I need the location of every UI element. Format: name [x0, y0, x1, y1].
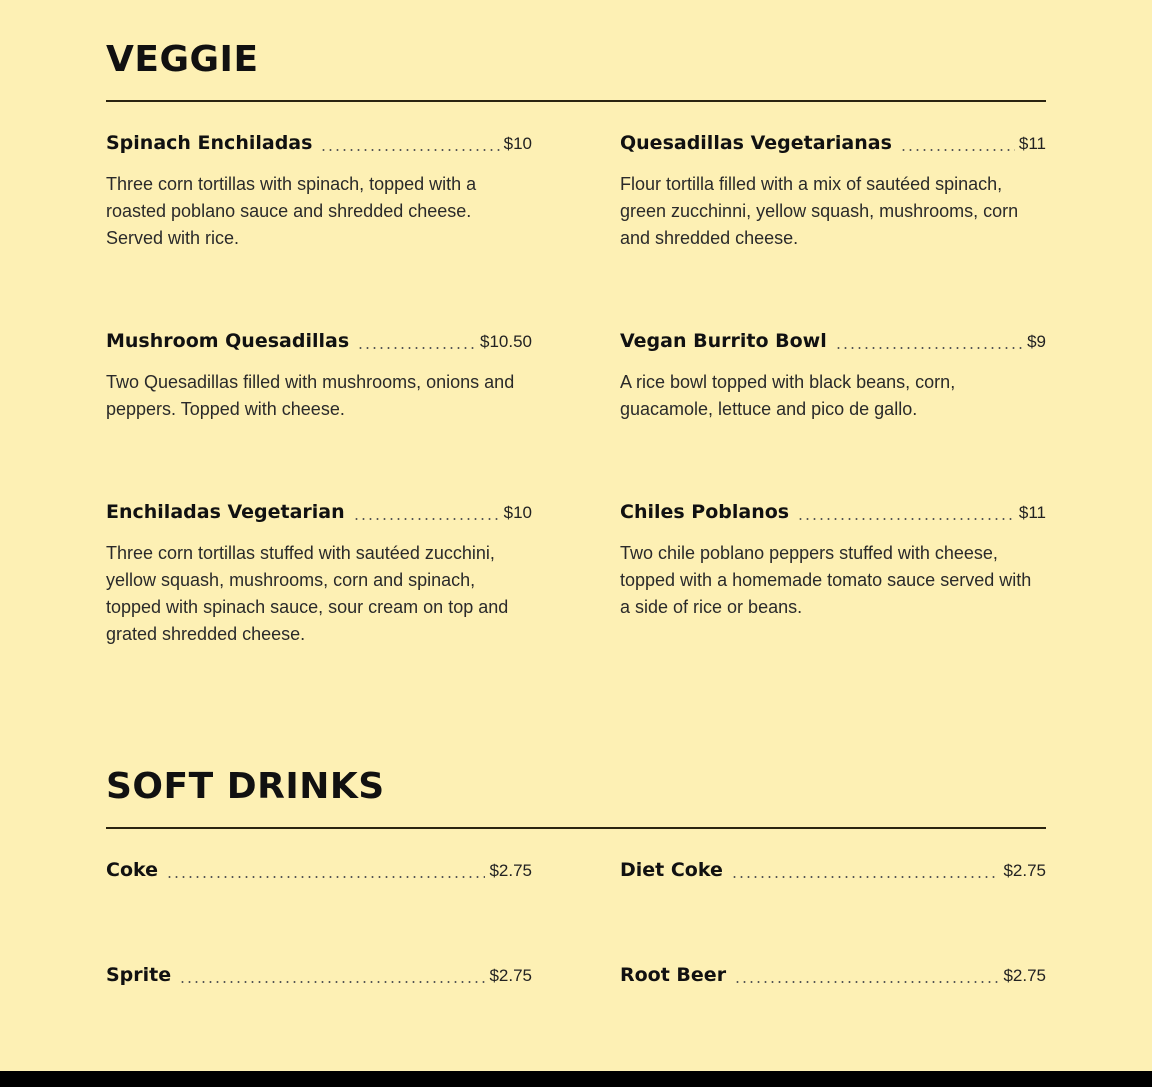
dot-leader: [166, 876, 485, 878]
dot-leader: [179, 981, 485, 983]
item-description: Two chile poblano peppers stuffed with cheese, topped with a homemade tomato sauce served with a side of rice or beans.: [620, 543, 1032, 617]
item-name: Quesadillas Vegetarianas: [620, 132, 892, 154]
item-name: Sprite: [106, 964, 172, 986]
dot-leader: [734, 981, 999, 983]
soft-drinks-divider: [106, 827, 1046, 829]
item-price: $11: [1018, 503, 1046, 522]
menu-item-sprite: [106, 960, 532, 986]
dot-leader: [320, 149, 499, 151]
dot-leader: [731, 876, 1000, 878]
item-price: $10: [503, 503, 532, 522]
item-price: $2.75: [1003, 966, 1046, 985]
dot-leader: [797, 518, 1015, 520]
menu-item-chiles-poblanos: [620, 497, 1046, 621]
item-name: Chiles Poblanos: [620, 501, 790, 523]
menu-item-mushroom-quesadillas: [106, 326, 532, 423]
menu-item-quesadillas-vegetarianas: [620, 128, 1046, 252]
item-description: Two Quesadillas filled with mushrooms, onions and peppers. Topped with cheese.: [106, 372, 515, 419]
dot-leader: [353, 518, 500, 520]
item-price: $9: [1027, 332, 1046, 351]
menu-item-vegan-burrito-bowl: [620, 326, 1046, 423]
item-description: Flour tortilla filled with a mix of sautéed spinach, green zucchinni, yellow squash, mushrooms, corn and shredded cheese.: [620, 174, 1019, 248]
veggie-divider: [106, 100, 1046, 102]
menu-item-coke: [106, 855, 532, 881]
dot-leader: [835, 347, 1023, 349]
item-description: Three corn tortillas with spinach, topped with a roasted poblano sauce and shredded cheese. Served with rice.: [106, 174, 477, 248]
item-price: $10: [503, 134, 532, 153]
veggie-title: VEGGIE: [106, 39, 259, 80]
item-name: Enchiladas Vegetarian: [106, 501, 345, 523]
dot-leader: [357, 347, 476, 349]
item-name: Diet Coke: [620, 859, 723, 881]
menu-item-root-beer: [620, 960, 1046, 986]
bottom-bar: [0, 1071, 1152, 1087]
item-price: $10.50: [480, 332, 532, 351]
menu-item-spinach-enchiladas: [106, 128, 532, 252]
item-price: $2.75: [489, 966, 532, 985]
item-description: Three corn tortillas stuffed with sautéed zucchini, yellow squash, mushrooms, corn and spinach, topped with spinach sauce, sour cream on top and grated shredded cheese.: [106, 543, 509, 644]
menu-item-enchiladas-vegetarian: [106, 497, 532, 648]
item-price: $11: [1018, 134, 1046, 153]
item-name: Root Beer: [620, 964, 727, 986]
soft-drinks-section: [106, 766, 1046, 1009]
item-name: Vegan Burrito Bowl: [620, 330, 827, 352]
item-description: A rice bowl topped with black beans, corn, guacamole, lettuce and pico de gallo.: [620, 372, 956, 419]
item-name: Coke: [106, 859, 159, 881]
item-name: Spinach Enchiladas: [106, 132, 313, 154]
item-name: Mushroom Quesadillas: [106, 330, 350, 352]
menu-item-diet-coke: [620, 855, 1046, 881]
veggie-section: [106, 39, 1046, 652]
soft-drinks-title: SOFT DRINKS: [106, 766, 385, 807]
item-price: $2.75: [489, 861, 532, 880]
dot-leader: [900, 149, 1015, 151]
item-price: $2.75: [1003, 861, 1046, 880]
